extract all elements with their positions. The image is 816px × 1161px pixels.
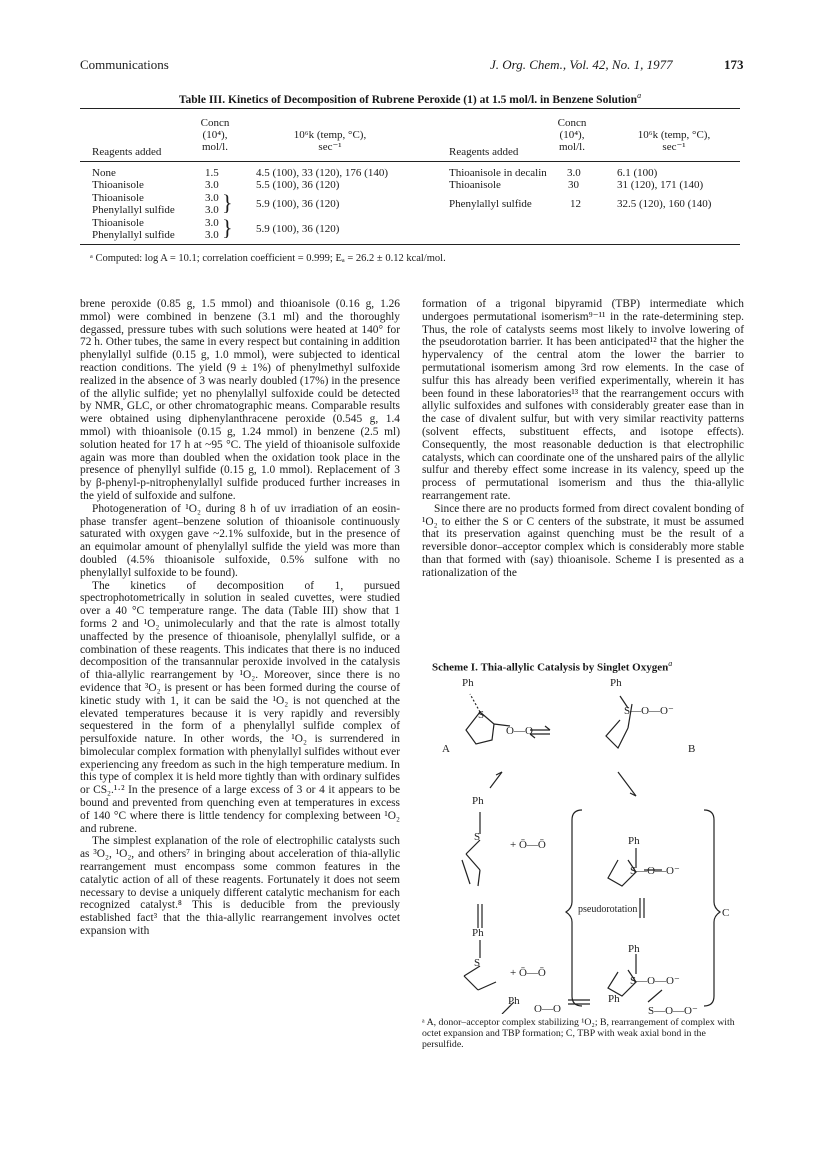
scheme-ph: Ph <box>628 835 640 847</box>
scheme-label-a: A <box>442 743 450 755</box>
scheme-ph: Ph <box>610 677 622 689</box>
scheme-label-b: B <box>688 743 696 755</box>
scheme-title: Scheme I. Thia-allylic Catalysis by Singlet Oxygen$^a$ <box>432 659 673 674</box>
table-cell-reagent: Phenylallyl sulfide <box>92 204 175 216</box>
table-brace: } <box>222 215 233 240</box>
scheme-oo: O—O <box>506 725 533 737</box>
table-cell-concn: 3.0 <box>205 229 219 241</box>
paragraph: formation of a trigonal bipyramid (TBP) intermediate which undergoes permutational isomerism⁹⁻¹¹ in the rate-determining step. Thus, the role of catalysts seems most likely to involve lowering of the pseudorotation barrier. It has been anticipated¹² that the higher the hypervalency of the central atom the lower the barrier to permutational isomerism among 3rd row elements. In the case of sulfur this has already been verified experimentally, wherein it has been found in these laboratories¹³ that the rearrangement occurs with allylic sulfoxides and sulfones with considerably greater ease than in the case of divalent sulfur, but with very similar reactivity patterns (solvent effects, substituent effects, and isotope effects). Consequently, the most reasonable deduction is that electrophilic catalysts, which can coordinate one of the unshared pairs of the allylic sulfur and thereby effect some increase in its valency, speed up the process of permutational isomerism and thus the thia-allylic rearrangement rate. <box>422 298 744 502</box>
table-header-k-left: 10⁶k (temp, °C), sec⁻¹ <box>293 129 367 153</box>
scheme-oo-minus: S—O—O⁻ <box>630 975 680 987</box>
table-bottom-rule <box>80 244 740 245</box>
scheme-diagram <box>422 672 746 1014</box>
scheme-ph: Ph <box>472 927 484 939</box>
scheme-label-c: C <box>722 907 730 919</box>
scheme-s: S <box>478 709 485 721</box>
page-number: 173 <box>724 57 744 72</box>
table-title: Table III. Kinetics of Decomposition of Rubrene Peroxide (1) at 1.5 mol/l. in Benzene Solution$^a$ <box>178 91 642 106</box>
table-cell-reagent: Thioanisole <box>449 179 501 191</box>
scheme-ph: Ph <box>462 677 474 689</box>
table-cell-k: 5.9 (100), 36 (120) <box>256 198 340 210</box>
scheme-oo: O—O <box>534 1003 561 1014</box>
paragraph: The simplest explanation of the role of electrophilic catalysts such as ³O₂, ¹O₂, and others⁷ in bringing about acceleration of thia-allylic rearrangement must encompass some common features in the catalytic action of all of these reagents. Fortunately it does not seem necessary to devise a uniquely different catalytic mechanism for each recognized catalyst.⁸ This is deducible from the previously established fact³ that the thia-allylic rearrangement involves octet expansion with <box>80 835 400 938</box>
table-cell-k: 31 (120), 171 (140) <box>617 179 704 191</box>
table-cell-concn: 1.5 <box>205 167 219 179</box>
table-brace: } <box>222 190 233 215</box>
scheme-ph: Ph <box>628 943 640 955</box>
table-cell-concn: 12 <box>570 198 581 210</box>
table-cell-k: 32.5 (120), 160 (140) <box>617 198 712 210</box>
table-header-reagents-left: Reagents added <box>92 146 162 158</box>
table-cell-concn: 3.0 <box>205 179 219 191</box>
scheme-oo-minus: S—O—O⁻ <box>648 1005 698 1014</box>
scheme-oo-minus: S—O—O⁻ <box>630 865 680 877</box>
paragraph: Since there are no products formed from direct covalent bonding of ¹O₂ to either the S or C centers of the substrate, it must be assumed that its preservation against quenching must be the result of a reversible donor–acceptor complex which is considerably more stable than that formed with (say) thioanisole. Scheme I is presented as a rationalization of the <box>422 502 744 579</box>
scheme-s: S <box>474 957 481 969</box>
table-header-concn-left: Concn (10⁴), mol/l. <box>200 117 230 153</box>
table-cell-k: 5.5 (100), 36 (120) <box>256 179 340 191</box>
scheme-oo-minus: S—O—O⁻ <box>624 705 674 717</box>
scheme-footnote: ᵃ A, donor–acceptor complex stabilizing ¹O₂; B, rearrangement of complex with octet expansion and TBP formation; C, TBP with weak axial bond in the persulfide. <box>422 1017 735 1051</box>
table-cell-reagent: Thioanisole <box>92 217 144 229</box>
running-head-section: Communications <box>80 57 169 72</box>
table-cell-reagent: None <box>92 167 116 179</box>
table-cell-concn: 3.0 <box>567 167 581 179</box>
table-header-concn-right: Concn (10⁴), mol/l. <box>557 117 587 153</box>
scheme-plus-o2: + Ō—Ō <box>510 967 546 979</box>
table-cell-concn: 3.0 <box>205 204 219 216</box>
table-cell-k: 5.9 (100), 36 (120) <box>256 223 340 235</box>
left-text-column <box>80 298 400 938</box>
ring-b <box>606 720 628 748</box>
scheme-plus-o2: + Ō—Ō <box>510 839 546 851</box>
scheme-ph: Ph <box>608 993 620 1005</box>
paragraph: Photogeneration of ¹O₂ during 8 h of uv irradiation of an eosin-phase transfer agent–benzene solution of thioanisole continuously saturated with oxygen gave ~2.1% sulfoxide, but in the presence of an equimolar amount of phenylallyl sulfide the yield was more than doubled (4.5% thioanisole sulfoxide, 0.5% sulfone with no phenylallyl sulfoxide to be found). <box>80 502 400 579</box>
table-header-reagents-right: Reagents added <box>449 146 519 158</box>
table-cell-reagent: Phenylallyl sulfide <box>449 198 532 210</box>
scheme-ph: Ph <box>508 995 520 1007</box>
table-header-k-right: 10⁶k (temp, °C), sec⁻¹ <box>637 129 711 153</box>
right-text-column <box>422 298 744 580</box>
paragraph: brene peroxide (0.85 g, 1.5 mmol) and thioanisole (0.16 g, 1.26 mmol) were combined in benzene (3.1 ml) and the thoroughly degassed, pressure tubes with such solutions were heated at 140° for 72 h. Other tubes, the same in every respect but containing in addition phenylallyl sulfide (0.15 g, 1.0 mmol), were subjected to identical reaction conditions. The yield (9 ± 1%) of phenylmethyl sulfoxide realized in the absence of 3 was nearly doubled (17%) in the presence of the allylic sulfide; yet no phenylallyl sulfoxide could be detected by NMR, GLC, or other chromatographic means. Comparable results were obtained using diphenylanthracene peroxide (0.545 g, 1.4 mmol) with thioanisole (0.15 g, 1.24 mmol) in benzene (2.5 ml) solution heated for 17 h at ~95 °C. The yield of thioanisole sulfoxide again was more than doubled when the oxidation took place in the presence of phenyllyl sulfide (0.15 g, 1.0 mmol). Replacement of 3 by β-phenyl-p-nitrophenylallyl sulfide produced further increases in the yield of sulfoxide and sulfone. <box>80 298 400 502</box>
table-footnote: ᵃ Computed: log A = 10.1; correlation coefficient = 0.999; Eₐ = 26.2 ± 0.12 kcal/mol. <box>90 253 446 264</box>
table-cell-reagent: Phenylallyl sulfide <box>92 229 175 241</box>
table-header-rule <box>80 161 740 162</box>
table-cell-k: 4.5 (100), 33 (120), 176 (140) <box>256 167 388 179</box>
scheme-ph: Ph <box>472 795 484 807</box>
table-cell-k: 6.1 (100) <box>617 167 658 179</box>
running-head-journal: J. Org. Chem., Vol. 42, No. 1, 1977 <box>490 57 673 72</box>
table-top-rule <box>80 108 740 109</box>
table-cell-concn: 3.0 <box>205 192 219 204</box>
scheme-pseudorotation: pseudorotation <box>578 904 638 915</box>
table-cell-reagent: Thioanisole in decalin <box>449 167 547 179</box>
scheme-s: S <box>474 831 481 843</box>
table-cell-concn: 30 <box>568 179 579 191</box>
table-cell-reagent: Thioanisole <box>92 179 144 191</box>
table-cell-concn: 3.0 <box>205 217 219 229</box>
paragraph: The kinetics of decomposition of 1, pursued spectrophotometrically in solution in sealed cuvettes, were studied over a 40 °C temperature range. The data (Table III) show that 1 forms 2 and ¹O₂ unimolecularly and that the rate is almost totally unaffected by the presence of thioanisole, phenylallyl sulfide, or a combination of these reagents. This indicates that there is no induced decomposition of the transannular peroxide involved in the catalysis of thia-allylic rearrangement by ¹O₂. Moreover, since there is no evidence that ³O₂ is present or has been formed during the course of kinetic study with 1, it can be said the ¹O₂ is not quenched at the elevated temperatures because it is very rapidly and reversibly sequestered in the form of a phenylallyl sulfide complex of persulfoxide nature. In other words, the ¹O₂ is surrendered in bimolecular complex formation with phenylallyl sulfides without ever experiencing any freedom as such in the high temperature medium. In this type of complex it is held more tightly than with ordinary sulfides or CS₂.¹·² In the presence of a large excess of 3 or 4 it appears to be bound and prevented from quenching even at temperatures in excess of 140 °C where there is little tendency for complexing between ¹O₂ and rubrene. <box>80 579 400 835</box>
table-cell-reagent: Thioanisole <box>92 192 144 204</box>
